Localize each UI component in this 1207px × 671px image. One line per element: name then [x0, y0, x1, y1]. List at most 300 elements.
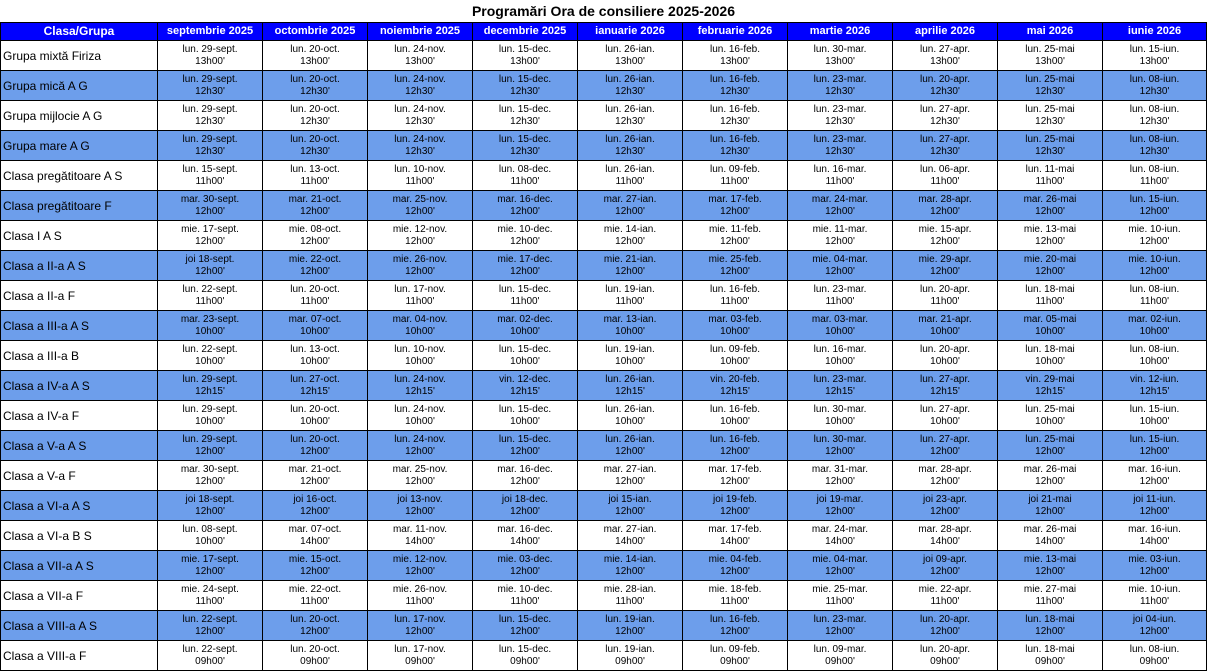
schedule-cell: [998, 491, 1103, 521]
cell-date: lun. 16-feb.: [709, 133, 761, 145]
cell-date: lun. 13-oct.: [290, 343, 340, 355]
cell-time: 12h30': [510, 85, 540, 97]
cell-time: 12h00': [1139, 205, 1170, 217]
cell-date: lun. 16-feb.: [709, 103, 761, 115]
table-row: [1, 101, 1207, 131]
cell-date: lun. 26-ian.: [605, 403, 655, 415]
schedule-cell: [683, 281, 788, 311]
cell-time: 11h00': [300, 595, 330, 607]
row-label: Clasa a VI-a A S: [1, 491, 158, 521]
cell-date: lun. 24-nov.: [394, 43, 446, 55]
cell-date: mie. 21-ian.: [603, 253, 657, 265]
cell-date: lun. 20-oct.: [290, 643, 340, 655]
schedule-cell: [893, 521, 998, 551]
cell-date: mar. 05-mai: [1023, 313, 1077, 325]
cell-time: 12h30': [300, 115, 330, 127]
schedule-cell: [1103, 491, 1207, 521]
cell-time: 10h00': [300, 325, 330, 337]
cell-time: 12h00': [300, 445, 330, 457]
cell-time: 12h00': [825, 565, 855, 577]
schedule-cell: [473, 611, 578, 641]
schedule-cell: [1103, 581, 1207, 611]
cell-time: 12h00': [300, 265, 330, 277]
cell-date: mie. 26-nov.: [392, 253, 448, 265]
table-row: [1, 641, 1207, 671]
column-header-class: Clasa/Grupa: [1, 23, 158, 41]
schedule-cell: [683, 191, 788, 221]
cell-time: 12h00': [195, 475, 225, 487]
cell-time: 12h30': [930, 145, 960, 157]
cell-time: 12h30': [1139, 145, 1170, 157]
cell-time: 12h30': [300, 145, 330, 157]
cell-date: vin. 29-mai: [1025, 373, 1075, 385]
schedule-cell: [683, 611, 788, 641]
schedule-cell: [1103, 221, 1207, 251]
cell-date: lun. 08-iun.: [1129, 163, 1180, 175]
cell-time: 09h00': [195, 655, 225, 667]
cell-time: 10h00': [195, 325, 225, 337]
cell-date: mie. 15-apr.: [918, 223, 972, 235]
cell-date: lun. 08-iun.: [1129, 643, 1180, 655]
schedule-cell: [473, 491, 578, 521]
cell-date: vin. 12-iun.: [1130, 373, 1179, 385]
cell-time: 12h00': [720, 235, 750, 247]
schedule-cell: [998, 251, 1103, 281]
cell-date: lun. 09-feb.: [709, 343, 761, 355]
cell-time: 12h30': [1139, 115, 1170, 127]
cell-date: lun. 15-dec.: [498, 403, 552, 415]
schedule-cell: [473, 41, 578, 71]
cell-date: mar. 28-apr.: [918, 463, 972, 475]
cell-date: lun. 08-iun.: [1129, 73, 1180, 85]
cell-time: 11h00': [195, 175, 225, 187]
schedule-cell: [473, 191, 578, 221]
schedule-cell: [893, 581, 998, 611]
cell-date: mie. 12-nov.: [392, 553, 448, 565]
schedule-cell: [788, 131, 893, 161]
schedule-cell: [893, 641, 998, 671]
table-row: [1, 551, 1207, 581]
schedule-cell: [263, 461, 368, 491]
cell-time: 14h00': [510, 535, 540, 547]
schedule-cell: [998, 191, 1103, 221]
schedule-cell: [158, 641, 263, 671]
cell-time: 09h00': [405, 655, 435, 667]
schedule-cell: [893, 131, 998, 161]
cell-time: 12h00': [615, 565, 645, 577]
cell-date: mie. 27-mai: [1023, 583, 1077, 595]
cell-time: 12h30': [825, 115, 855, 127]
cell-date: lun. 20-apr.: [919, 613, 971, 625]
cell-date: mie. 03-iun.: [1128, 553, 1181, 565]
cell-time: 12h15': [1139, 385, 1170, 397]
schedule-cell: [368, 581, 473, 611]
cell-date: joi 16-oct.: [293, 493, 337, 505]
schedule-cell: [893, 191, 998, 221]
cell-date: lun. 11-mai: [1025, 163, 1075, 175]
column-header-month: ianuarie 2026: [578, 23, 683, 41]
table-row: [1, 401, 1207, 431]
row-label: Clasa pregătitoare F: [1, 191, 158, 221]
schedule-cell: [788, 431, 893, 461]
cell-time: 11h00': [300, 295, 330, 307]
cell-date: lun. 20-oct.: [290, 433, 340, 445]
cell-time: 12h30': [405, 145, 435, 157]
cell-time: 11h00': [510, 175, 540, 187]
schedule-cell: [578, 581, 683, 611]
schedule-cell: [998, 641, 1103, 671]
cell-date: lun. 18-mai: [1025, 643, 1075, 655]
schedule-cell: [998, 401, 1103, 431]
cell-date: joi 11-iun.: [1133, 493, 1176, 505]
cell-time: 11h00': [1140, 175, 1169, 187]
schedule-cell: [998, 41, 1103, 71]
schedule-cell: [998, 521, 1103, 551]
cell-date: lun. 24-nov.: [394, 103, 446, 115]
cell-date: mar. 30-sept.: [180, 463, 240, 475]
cell-time: 12h30': [510, 115, 540, 127]
cell-date: lun. 19-ian.: [605, 343, 655, 355]
cell-date: lun. 27-oct.: [290, 373, 340, 385]
cell-time: 12h00': [405, 205, 435, 217]
cell-time: 12h00': [1035, 235, 1065, 247]
schedule-cell: [368, 281, 473, 311]
schedule-cell: [158, 41, 263, 71]
schedule-cell: [368, 221, 473, 251]
row-label: Clasa a IV-a A S: [1, 371, 158, 401]
cell-date: lun. 25-mai: [1025, 103, 1075, 115]
cell-time: 12h30': [720, 145, 750, 157]
cell-date: lun. 20-apr.: [919, 283, 971, 295]
cell-date: lun. 26-ian.: [605, 373, 655, 385]
cell-date: lun. 30-mar.: [813, 43, 867, 55]
cell-date: lun. 24-nov.: [394, 73, 446, 85]
schedule-cell: [998, 341, 1103, 371]
schedule-cell: [788, 71, 893, 101]
schedule-cell: [1103, 191, 1207, 221]
schedule-cell: [263, 521, 368, 551]
schedule-cell: [1103, 71, 1207, 101]
cell-date: mie. 04-mar.: [812, 253, 868, 265]
cell-date: lun. 10-nov.: [394, 163, 446, 175]
schedule-cell: [158, 371, 263, 401]
schedule-cell: [893, 161, 998, 191]
table-row: [1, 521, 1207, 551]
cell-date: lun. 23-mar.: [813, 103, 867, 115]
cell-time: 12h00': [615, 475, 645, 487]
schedule-cell: [263, 311, 368, 341]
schedule-cell: [368, 371, 473, 401]
cell-date: mar. 07-oct.: [288, 523, 342, 535]
row-label: Clasa a II-a F: [1, 281, 158, 311]
cell-date: lun. 15-iun.: [1129, 43, 1180, 55]
cell-time: 12h00': [405, 445, 435, 457]
cell-date: mar. 16-dec.: [497, 193, 553, 205]
cell-date: lun. 08-iun.: [1129, 133, 1180, 145]
schedule-cell: [578, 101, 683, 131]
cell-date: mar. 11-nov.: [392, 523, 448, 535]
row-label: Clasa a VII-a F: [1, 581, 158, 611]
schedule-cell: [1103, 311, 1207, 341]
cell-time: 13h00': [1035, 55, 1065, 67]
cell-time: 12h30': [825, 85, 855, 97]
schedule-cell: [788, 281, 893, 311]
cell-time: 12h00': [1139, 475, 1170, 487]
cell-time: 13h00': [930, 55, 960, 67]
cell-time: 10h00': [615, 325, 645, 337]
schedule-cell: [1103, 521, 1207, 551]
cell-time: 12h00': [1139, 505, 1170, 517]
schedule-cell: [998, 461, 1103, 491]
schedule-cell: [788, 611, 893, 641]
row-label: Clasa a VIII-a A S: [1, 611, 158, 641]
cell-date: mie. 13-mai: [1023, 223, 1077, 235]
cell-time: 12h00': [720, 265, 750, 277]
schedule-table: [0, 22, 1207, 671]
cell-time: 12h00': [195, 235, 225, 247]
cell-date: mar. 16-dec.: [497, 523, 553, 535]
cell-date: mar. 31-mar.: [811, 463, 869, 475]
cell-date: mie. 04-feb.: [708, 553, 762, 565]
cell-date: joi 21-mai: [1028, 493, 1072, 505]
cell-date: lun. 18-mai: [1025, 283, 1075, 295]
cell-time: 10h00': [1139, 355, 1170, 367]
cell-date: lun. 17-nov.: [394, 283, 446, 295]
cell-time: 10h00': [300, 355, 330, 367]
cell-date: lun. 15-dec.: [498, 103, 552, 115]
cell-time: 12h00': [510, 205, 540, 217]
cell-date: mar. 04-nov.: [392, 313, 448, 325]
cell-date: lun. 20-oct.: [290, 283, 340, 295]
schedule-cell: [158, 101, 263, 131]
cell-date: lun. 08-dec.: [498, 163, 552, 175]
cell-time: 10h00': [825, 325, 855, 337]
cell-date: mie. 24-sept.: [181, 583, 239, 595]
schedule-cell: [788, 641, 893, 671]
cell-date: lun. 15-dec.: [498, 73, 552, 85]
schedule-cell: [998, 581, 1103, 611]
cell-date: lun. 18-mai: [1025, 613, 1075, 625]
cell-date: lun. 06-apr.: [919, 163, 971, 175]
cell-time: 12h00': [405, 265, 435, 277]
schedule-cell: [473, 131, 578, 161]
schedule-cell: [158, 581, 263, 611]
cell-date: lun. 25-mai: [1025, 133, 1075, 145]
cell-time: 12h30': [615, 145, 645, 157]
cell-time: 10h00': [510, 415, 540, 427]
cell-time: 12h00': [1139, 445, 1170, 457]
schedule-cell: [578, 371, 683, 401]
cell-date: lun. 19-ian.: [605, 283, 655, 295]
cell-date: joi 18-dec.: [501, 493, 549, 505]
cell-time: 12h00': [300, 625, 330, 637]
cell-date: mie. 10-dec.: [497, 583, 553, 595]
cell-date: mar. 28-apr.: [918, 193, 972, 205]
cell-date: mie. 28-ian.: [603, 583, 657, 595]
cell-date: mie. 10-iun.: [1128, 223, 1181, 235]
cell-time: 12h00': [300, 505, 330, 517]
cell-date: lun. 27-apr.: [919, 103, 971, 115]
cell-time: 12h30': [1035, 115, 1065, 127]
schedule-cell: [683, 491, 788, 521]
schedule-cell: [893, 41, 998, 71]
cell-date: lun. 19-ian.: [605, 643, 655, 655]
cell-time: 10h00': [825, 355, 855, 367]
header-row: [1, 23, 1207, 41]
cell-time: 12h00': [195, 445, 225, 457]
cell-date: lun. 26-ian.: [605, 103, 655, 115]
cell-date: lun. 23-mar.: [813, 373, 867, 385]
cell-date: mie. 18-feb.: [708, 583, 762, 595]
table-row: [1, 341, 1207, 371]
cell-time: 12h00': [300, 235, 330, 247]
schedule-cell: [683, 401, 788, 431]
schedule-cell: [578, 521, 683, 551]
cell-date: mar. 17-feb.: [708, 463, 762, 475]
cell-time: 12h30': [195, 115, 225, 127]
cell-date: mie. 25-mar.: [812, 583, 868, 595]
schedule-cell: [578, 221, 683, 251]
row-label: Clasa a II-a A S: [1, 251, 158, 281]
schedule-cell: [158, 161, 263, 191]
schedule-cell: [473, 311, 578, 341]
cell-date: lun. 25-mai: [1025, 43, 1075, 55]
cell-date: lun. 29-sept.: [182, 373, 238, 385]
cell-date: lun. 23-mar.: [813, 613, 867, 625]
cell-time: 12h00': [1139, 565, 1170, 577]
cell-date: mar. 21-apr.: [918, 313, 972, 325]
schedule-cell: [263, 341, 368, 371]
cell-date: vin. 12-dec.: [499, 373, 551, 385]
cell-date: lun. 30-mar.: [813, 433, 867, 445]
column-header-month: octombrie 2025: [263, 23, 368, 41]
cell-date: mar. 21-oct.: [288, 463, 342, 475]
row-label: Grupa mijlocie A G: [1, 101, 158, 131]
cell-time: 13h00': [195, 55, 225, 67]
schedule-cell: [788, 581, 893, 611]
cell-date: mar. 17-feb.: [708, 193, 762, 205]
schedule-cell: [893, 101, 998, 131]
schedule-cell: [998, 551, 1103, 581]
schedule-cell: [263, 611, 368, 641]
cell-date: lun. 08-sept.: [182, 523, 238, 535]
cell-time: 12h00': [195, 565, 225, 577]
cell-date: lun. 29-sept.: [182, 433, 238, 445]
row-label: Clasa a V-a A S: [1, 431, 158, 461]
cell-time: 13h00': [405, 55, 435, 67]
cell-date: mar. 26-mai: [1023, 523, 1077, 535]
cell-time: 12h30': [195, 85, 225, 97]
cell-time: 14h00': [405, 535, 435, 547]
table-row: [1, 191, 1207, 221]
schedule-cell: [1103, 551, 1207, 581]
cell-date: lun. 09-feb.: [709, 163, 761, 175]
schedule-cell: [1103, 401, 1207, 431]
cell-time: 12h00': [510, 625, 540, 637]
cell-date: joi 18-sept.: [185, 253, 235, 265]
cell-date: joi 18-sept.: [185, 493, 235, 505]
table-row: [1, 371, 1207, 401]
schedule-cell: [473, 401, 578, 431]
cell-date: lun. 27-apr.: [919, 433, 971, 445]
cell-date: lun. 16-feb.: [709, 73, 761, 85]
schedule-cell: [683, 641, 788, 671]
cell-date: lun. 20-apr.: [919, 73, 971, 85]
schedule-cell: [473, 101, 578, 131]
cell-time: 09h00': [510, 655, 540, 667]
cell-date: lun. 24-nov.: [394, 433, 446, 445]
cell-time: 12h15': [720, 385, 750, 397]
cell-date: vin. 20-feb.: [710, 373, 760, 385]
schedule-cell: [998, 161, 1103, 191]
cell-date: lun. 24-nov.: [394, 133, 446, 145]
cell-date: lun. 22-sept.: [182, 613, 238, 625]
cell-time: 10h00': [195, 355, 225, 367]
cell-time: 12h00': [1139, 235, 1170, 247]
schedule-cell: [578, 311, 683, 341]
schedule-cell: [1103, 281, 1207, 311]
cell-time: 12h00': [1035, 445, 1065, 457]
schedule-cell: [368, 311, 473, 341]
cell-time: 12h00': [615, 205, 645, 217]
cell-time: 13h00': [510, 55, 540, 67]
cell-date: mar. 07-oct.: [288, 313, 342, 325]
schedule-cell: [683, 251, 788, 281]
cell-date: lun. 24-nov.: [394, 403, 446, 415]
cell-date: lun. 20-oct.: [290, 43, 340, 55]
schedule-cell: [998, 311, 1103, 341]
schedule-cell: [893, 401, 998, 431]
cell-time: 12h00': [510, 505, 540, 517]
schedule-cell: [578, 431, 683, 461]
cell-date: mar. 24-mar.: [811, 523, 869, 535]
cell-date: lun. 16-feb.: [709, 283, 761, 295]
cell-date: lun. 23-mar.: [813, 133, 867, 145]
cell-date: lun. 25-mai: [1025, 73, 1075, 85]
cell-date: joi 09-apr.: [923, 553, 967, 565]
cell-date: lun. 29-sept.: [182, 43, 238, 55]
schedule-cell: [1103, 371, 1207, 401]
cell-date: lun. 16-feb.: [709, 403, 761, 415]
cell-time: 12h00': [1035, 565, 1065, 577]
schedule-cell: [473, 521, 578, 551]
cell-time: 12h15': [825, 385, 855, 397]
cell-date: joi 19-feb.: [713, 493, 757, 505]
cell-time: 11h00': [1035, 295, 1065, 307]
cell-time: 14h00': [1035, 535, 1065, 547]
column-header-month: mai 2026: [998, 23, 1103, 41]
cell-time: 12h00': [930, 625, 960, 637]
schedule-cell: [1103, 461, 1207, 491]
cell-time: 12h00': [825, 205, 855, 217]
cell-date: lun. 09-mar.: [813, 643, 867, 655]
cell-time: 12h00': [825, 475, 855, 487]
schedule-cell: [893, 281, 998, 311]
cell-time: 12h00': [720, 565, 750, 577]
cell-date: lun. 20-oct.: [290, 133, 340, 145]
cell-time: 12h00': [405, 625, 435, 637]
cell-time: 12h00': [615, 235, 645, 247]
cell-time: 11h00': [1035, 595, 1065, 607]
schedule-cell: [368, 431, 473, 461]
cell-time: 10h00': [195, 415, 225, 427]
cell-time: 10h00': [405, 325, 435, 337]
cell-date: lun. 20-apr.: [919, 643, 971, 655]
schedule-cell: [683, 101, 788, 131]
schedule-cell: [578, 491, 683, 521]
cell-time: 12h00': [195, 205, 225, 217]
cell-date: mie. 11-mar.: [812, 223, 868, 235]
